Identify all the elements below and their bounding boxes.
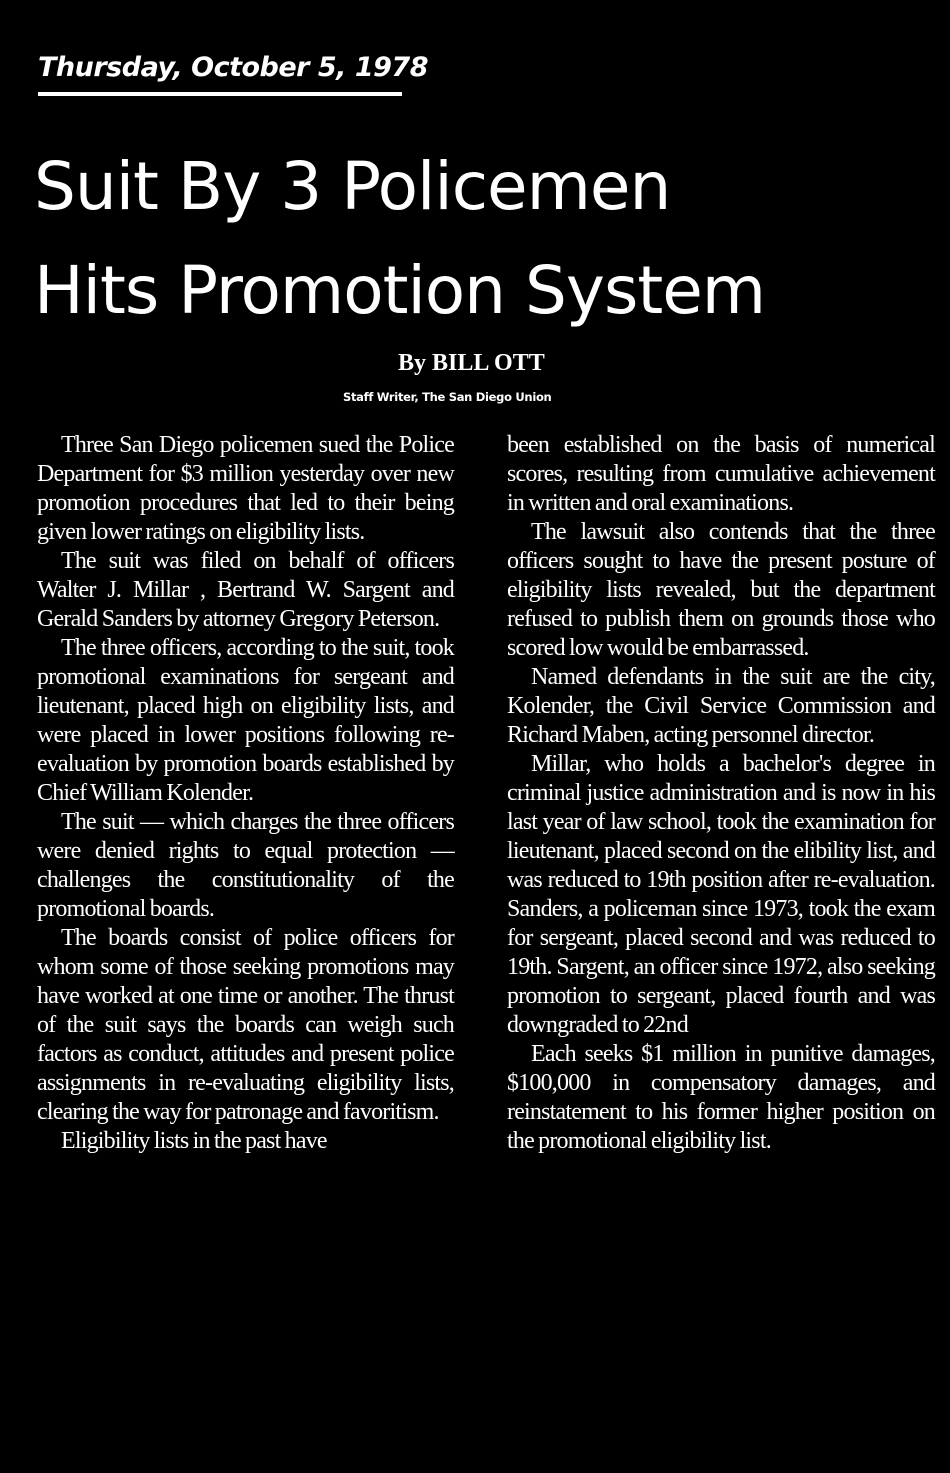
paragraph: Millar, who holds a bachelor's degree in criminal justice administration and is now in his last year of law school, took the examination for lieutenant, placed second on the elibility list, and was reduced to 19th position after re-evaluation. Sanders, a policeman since 1973, took the exam for sergeant, placed second and was reduced to 19th. Sargent, an officer since 1972, also seeking promotion to sergeant, placed fourth and was downgraded to 22nd — [507, 751, 935, 1038]
paragraph: The boards consist of police officers for whom some of those seeking promotions may have worked at one time or another. The thrust of the suit says the boards can weigh such factors as conduct, attitudes and present police assignments in re-evaluating eligibility lists, clearing the way for patronage and favoritism. — [37, 925, 454, 1125]
paragraph-continuation: been established on the basis of numerical scores, resulting from cumulative achievement in written and oral examinations. — [507, 432, 935, 516]
paragraph: Each seeks $1 million in punitive damages, $100,000 in compensatory damages, and reinstatement to his former higher position on the promotional eligibility list. — [507, 1041, 935, 1154]
paragraph: The suit was filed on behalf of officers Walter J. Millar , Bertrand W. Sargent and Gerald Sanders by attorney Gregory Peterson. — [37, 548, 454, 632]
paragraph: The three officers, according to the suit, took promotional examinations for sergeant and lieutenant, placed high on eligibility lists, and were placed in lower positions following re-evaluation by promotion boards established by Chief William Kolender. — [37, 635, 454, 806]
headline-line-2: Hits Promotion System — [34, 252, 766, 329]
byline-credit: Staff Writer, The San Diego Union — [343, 390, 552, 404]
byline: By BILL OTT — [398, 350, 545, 376]
paragraph: Three San Diego policemen sued the Police Department for $3 million yesterday over new promotion procedures that led to their being given lower ratings on eligibility lists. — [37, 432, 454, 545]
article-column-right — [507, 431, 935, 1156]
paragraph: The suit — which charges the three officers were denied rights to equal protection — challenges the constitutionality of the promotional boards. — [37, 809, 454, 922]
headline-line-1: Suit By 3 Policemen — [34, 148, 671, 225]
headline — [34, 135, 934, 343]
article-column-left — [37, 431, 454, 1156]
paragraph: Named defendants in the suit are the city, Kolender, the Civil Service Commission and Richard Maben, acting personnel director. — [507, 664, 935, 748]
paragraph: The lawsuit also contends that the three officers sought to have the present posture of eligibility lists revealed, but the department refused to publish them on grounds those who scored low would be embarrassed. — [507, 519, 935, 661]
dateline-underline — [38, 92, 402, 96]
dateline: Thursday, October 5, 1978 — [38, 52, 428, 83]
paragraph: Eligibility lists in the past have — [61, 1128, 327, 1154]
